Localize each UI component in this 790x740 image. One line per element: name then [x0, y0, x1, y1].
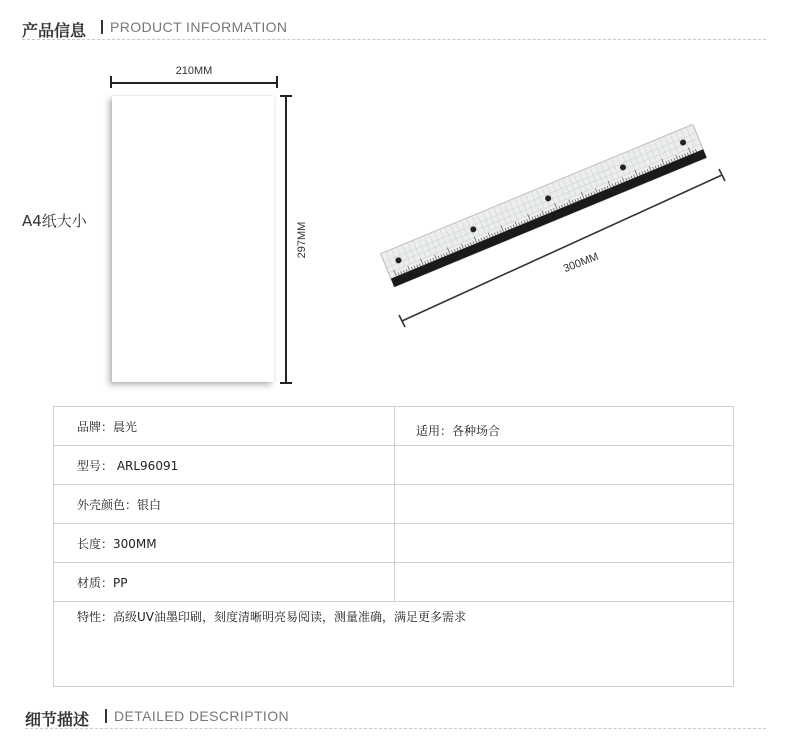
spec-empty-cell [395, 446, 734, 485]
header-divider [105, 709, 107, 723]
spec-table [53, 406, 734, 687]
product-info-title-en: PRODUCT INFORMATION [110, 19, 288, 35]
spec-model: 型号： ARL96091 [54, 446, 395, 485]
table-row [54, 563, 734, 602]
spec-features: 特性：高级UV油墨印刷，刻度清晰明亮易阅读，测量准确，满足更多需求 [54, 602, 734, 687]
paper-width-label: 210MM [175, 65, 213, 77]
product-info-header [22, 18, 766, 40]
spec-brand: 品牌：晨光 [54, 407, 395, 446]
table-row [54, 407, 734, 446]
spec-usage-cell [395, 407, 734, 446]
paper-height-label: 297MM [296, 221, 308, 259]
a4-size-label: A4纸大小 [22, 212, 87, 230]
table-row [54, 485, 734, 524]
product-info-title-cn: 产品信息 [22, 21, 87, 40]
spec-material: 材质：PP [54, 563, 395, 602]
paper-height-dimension-line [280, 95, 292, 384]
detail-title-en: DETAILED DESCRIPTION [114, 708, 289, 724]
a4-paper-sheet [112, 96, 274, 382]
paper-width-dimension-line [110, 76, 278, 86]
ruler-black-edge [391, 149, 707, 287]
spec-usage: 适用：各种场合 [416, 423, 501, 438]
detail-header [25, 707, 766, 729]
table-row [54, 602, 734, 687]
table-row [54, 524, 734, 563]
spec-empty-cell [395, 524, 734, 563]
table-row [54, 446, 734, 485]
ruler-image [372, 120, 732, 336]
header-dashed-rule [22, 39, 766, 40]
spec-length: 长度：300MM [54, 524, 395, 563]
detail-title-cn: 细节描述 [25, 710, 90, 729]
spec-empty-cell [395, 485, 734, 524]
header-divider [101, 20, 103, 34]
spec-color: 外壳颜色：银白 [54, 485, 395, 524]
header-dashed-rule [25, 728, 766, 729]
spec-empty-cell [395, 563, 734, 602]
ruler-length-label: 300MM [561, 250, 601, 276]
